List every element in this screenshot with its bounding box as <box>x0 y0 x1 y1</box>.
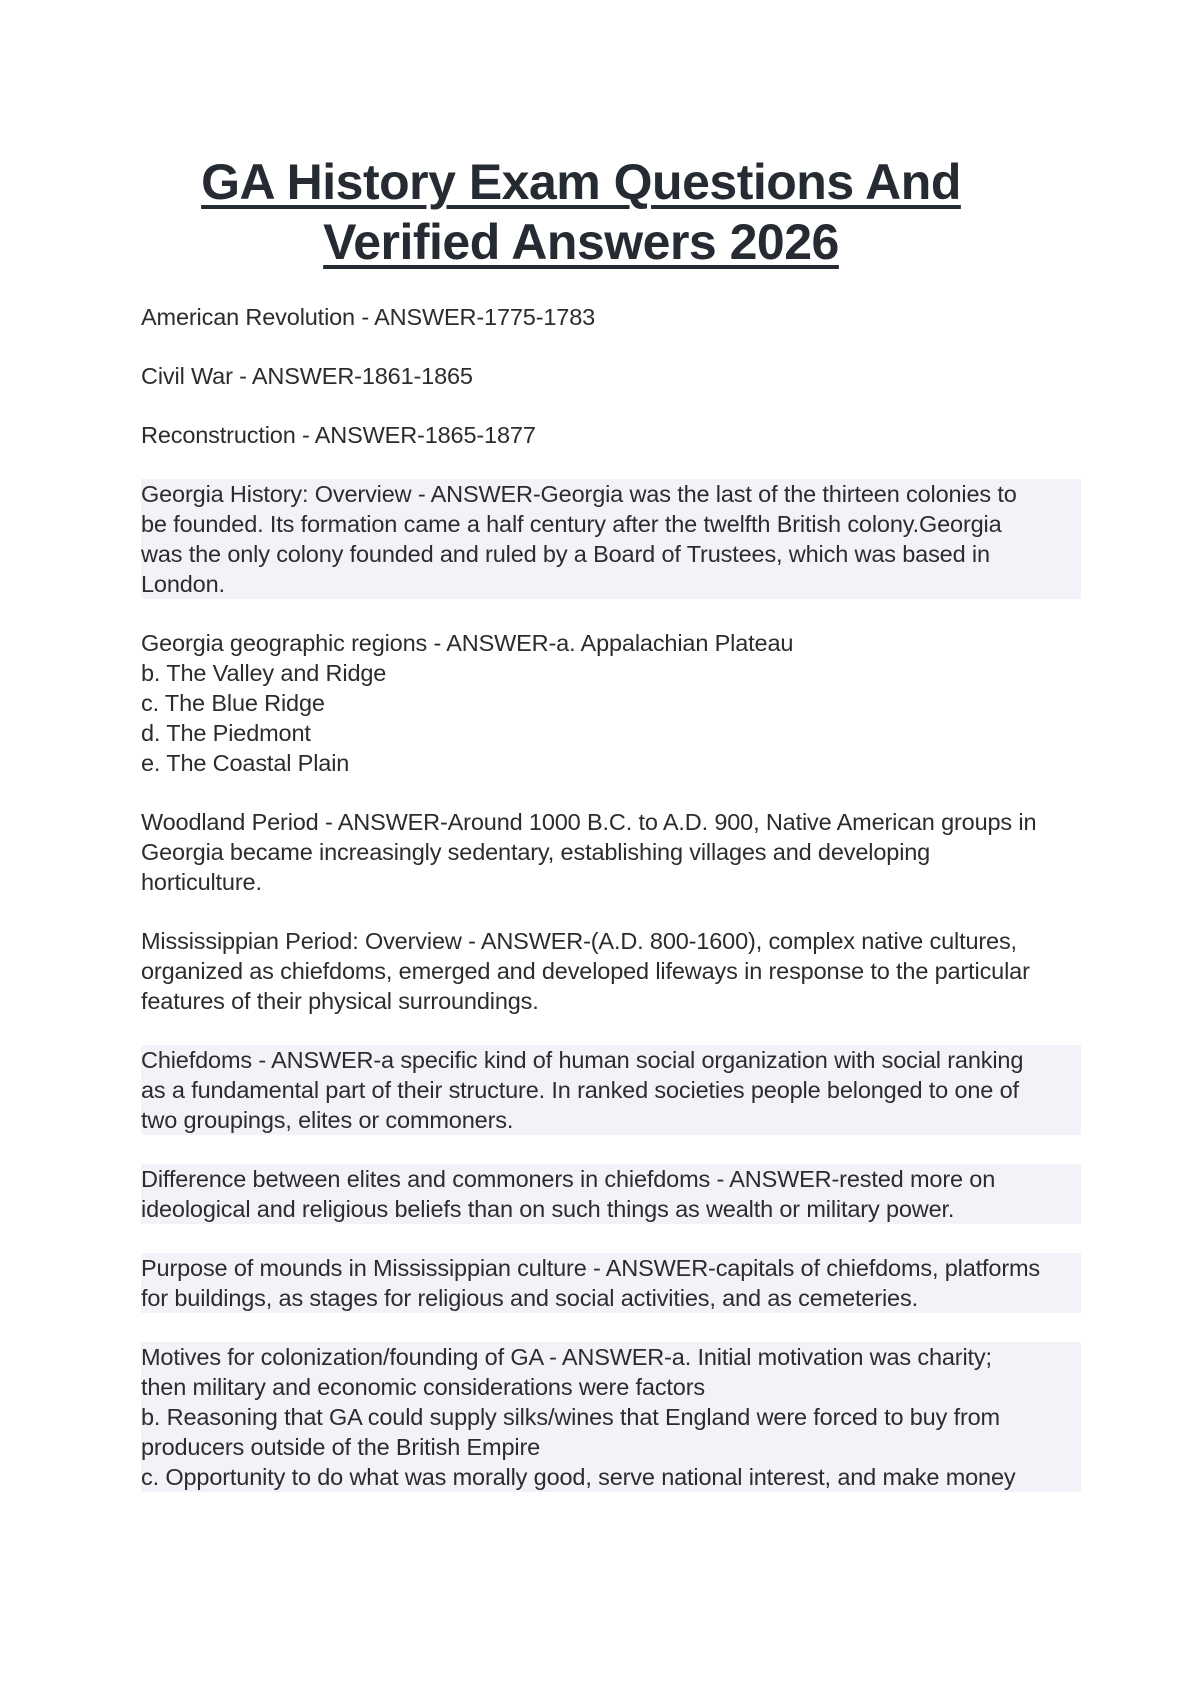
entry-line: Motives for colonization/founding of GA - ANSWER-a. Initial motivation was charity; <box>141 1344 992 1370</box>
qa-entry <box>141 420 1081 450</box>
entry-line: as a fundamental part of their structure. In ranked societies people belonged to one of <box>141 1077 1019 1103</box>
qa-entry <box>141 1342 1081 1492</box>
qa-entry <box>141 479 1081 599</box>
entry-line: Reconstruction - ANSWER-1865-1877 <box>141 422 536 448</box>
entry-line: Georgia became increasingly sedentary, establishing villages and developing <box>141 839 931 865</box>
title-line-1: GA History Exam Questions And <box>201 154 961 210</box>
qa-entry <box>141 926 1081 1016</box>
entry-line: two groupings, elites or commoners. <box>141 1107 514 1133</box>
title-line-2: Verified Answers 2026 <box>323 214 839 270</box>
entry-line: for buildings, as stages for religious and social activities, and as cemeteries. <box>141 1285 918 1311</box>
entry-line: d. The Piedmont <box>141 720 311 746</box>
entry-line: producers outside of the British Empire <box>141 1434 541 1460</box>
entry-line: Chiefdoms - ANSWER-a specific kind of human social organization with social ranking <box>141 1047 1024 1073</box>
qa-entry <box>141 361 1081 391</box>
qa-entry <box>141 807 1081 897</box>
entry-line: b. The Valley and Ridge <box>141 660 387 686</box>
entry-line: c. Opportunity to do what was morally good, serve national interest, and make money <box>141 1464 1016 1490</box>
entry-line: Woodland Period - ANSWER-Around 1000 B.C. to A.D. 900, Native American groups in <box>141 809 1037 835</box>
entry-line: was the only colony founded and ruled by a Board of Trustees, which was based in <box>141 541 990 567</box>
entry-line: e. The Coastal Plain <box>141 750 350 776</box>
qa-entry <box>141 1253 1081 1313</box>
entry-line: Georgia History: Overview - ANSWER-Georgia was the last of the thirteen colonies to <box>141 481 1017 507</box>
entry-line: ideological and religious beliefs than on such things as wealth or military power. <box>141 1196 955 1222</box>
entry-line: horticulture. <box>141 869 262 895</box>
document-title <box>170 152 992 272</box>
entry-line: Civil War - ANSWER-1861-1865 <box>141 363 473 389</box>
entry-line: Difference between elites and commoners in chiefdoms - ANSWER-rested more on <box>141 1166 996 1192</box>
entry-line: Mississippian Period: Overview - ANSWER-(A.D. 800-1600), complex native cultures, <box>141 928 1017 954</box>
entry-line: American Revolution - ANSWER-1775-1783 <box>141 304 596 330</box>
entry-line: c. The Blue Ridge <box>141 690 325 716</box>
qa-entry <box>141 1164 1081 1224</box>
qa-entry <box>141 1045 1081 1135</box>
entry-line: organized as chiefdoms, emerged and developed lifeways in response to the particular <box>141 958 1030 984</box>
qa-entry <box>141 628 1081 778</box>
entry-line: Purpose of mounds in Mississippian culture - ANSWER-capitals of chiefdoms, platforms <box>141 1255 1041 1281</box>
entry-line: be founded. Its formation came a half century after the twelfth British colony.Georgia <box>141 511 1002 537</box>
entry-line: London. <box>141 571 225 597</box>
entry-line: b. Reasoning that GA could supply silks/wines that England were forced to buy from <box>141 1404 1000 1430</box>
entry-line: Georgia geographic regions - ANSWER-a. Appalachian Plateau <box>141 630 794 656</box>
entry-line: then military and economic considerations were factors <box>141 1374 706 1400</box>
entry-line: features of their physical surroundings. <box>141 988 539 1014</box>
qa-list <box>141 302 1081 1521</box>
qa-entry <box>141 302 1081 332</box>
